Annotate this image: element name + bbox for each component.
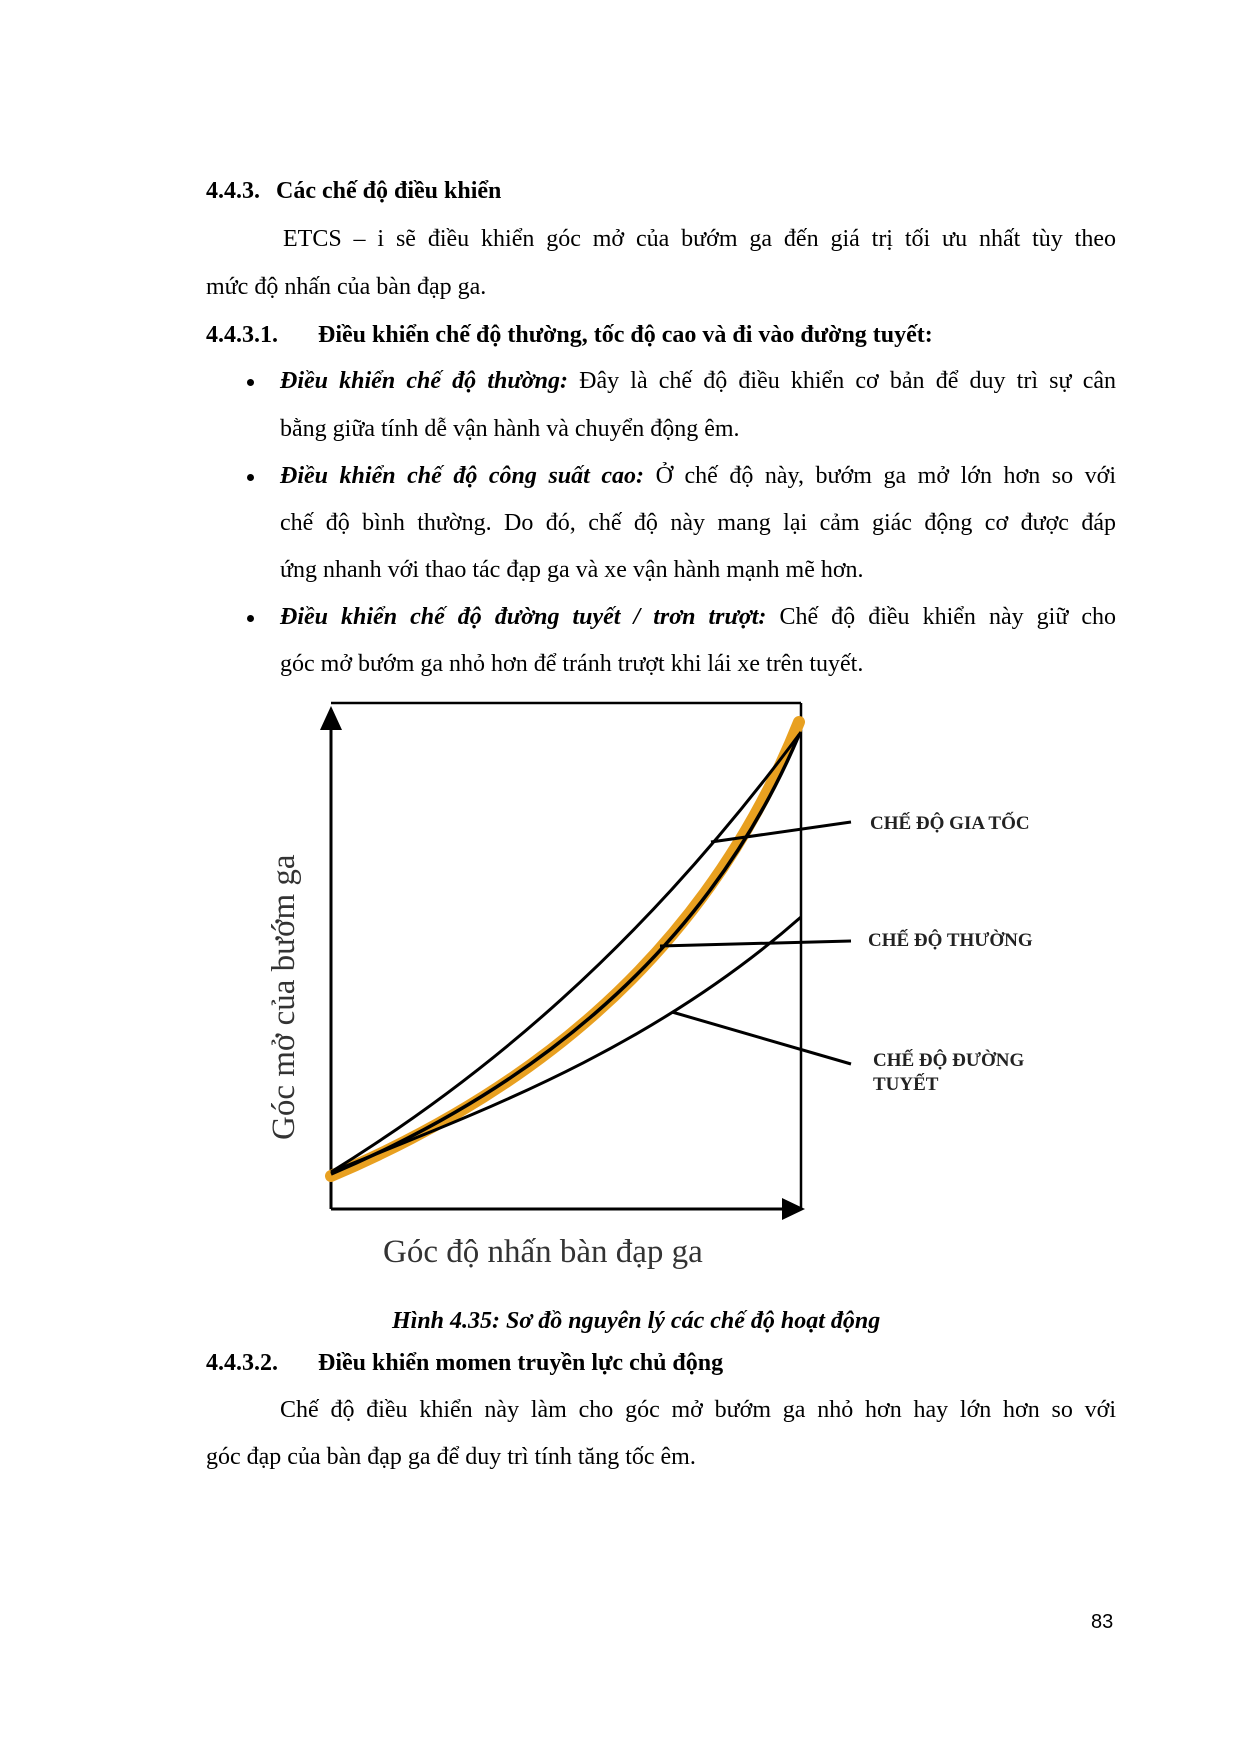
leader-snow [672,1012,851,1064]
label-acceleration-mode: CHẾ ĐỘ GIA TỐC [870,813,1030,834]
bullet-3-line-2: góc mở bướm ga nhỏ hơn để tránh trượt khi lái xe trên tuyết. [280,651,864,677]
acceleration-mode-curve [331,732,801,1172]
normal-mode-curve [331,735,799,1174]
subsection-2-line-1: Chế độ điều khiển này làm cho góc mở bướm ga nhỏ hơn hay lớn hơn so với [280,1397,1116,1423]
bullet-3-term: Điều khiển chế độ đường tuyết / trơn trượt: [280,604,767,630]
intro-line-1: ETCS – i sẽ điều khiển góc mở của bướm ga đến giá trị tối ưu nhất tùy theo [283,226,1116,252]
bullet-2-line-2: chế độ bình thường. Do đó, chế độ này mang lại cảm giác động cơ được đáp [280,510,1116,536]
bullet-2-text: Ở chế độ này, bướm ga mở lớn hơn so với [655,463,1117,489]
subsection-2-line-2: góc đạp của bàn đạp ga để duy trì tính tăng tốc êm. [206,1444,696,1470]
label-snow-mode-line-1: CHẾ ĐỘ ĐƯỜNG [873,1050,1025,1071]
bullet-1-line-2: bằng giữa tính dễ vận hành và chuyển động êm. [280,416,740,442]
bullet-2-term: Điều khiển chế độ công suất cao: [280,463,645,489]
normal-curve-highlight [331,722,799,1176]
subsection-1-number: 4.4.3.1. [206,322,278,348]
bullet-1-text: Đây là chế độ điều khiển cơ bản để duy trì sự cân [579,368,1117,394]
label-normal-mode: CHẾ ĐỘ THƯỜNG [868,930,1033,951]
x-axis-label: Góc độ nhấn bàn đạp ga [383,1234,703,1270]
intro-line-2: mức độ nhấn của bàn đạp ga. [206,274,487,300]
bullet-3-text: Chế độ điều khiển này giữ cho [779,604,1117,630]
section-number: 4.4.3. [206,178,260,204]
leader-normal [660,941,851,946]
subsection-1-title: Điều khiển chế độ thường, tốc độ cao và đi vào đường tuyết: [318,322,933,348]
label-snow-mode-line-2: TUYẾT [873,1074,939,1095]
bullet-2-line-3: ứng nhanh với thao tác đạp ga và xe vận hành mạnh mẽ hơn. [280,557,864,583]
subsection-2-title: Điều khiển momen truyền lực chủ động [318,1350,724,1376]
subsection-2-number: 4.4.3.2. [206,1350,278,1376]
page-number: 83 [1091,1611,1114,1633]
bullet-1-term: Điều khiển chế độ thường: [280,368,568,394]
leader-accel [711,822,851,842]
y-axis-label: Góc mở của bướm ga [266,854,302,1140]
section-title: Các chế độ điều khiển [276,178,502,204]
y-axis-arrow [320,706,342,730]
figure-caption: Hình 4.35: Sơ đồ nguyên lý các chế độ hoạt động [392,1308,881,1334]
